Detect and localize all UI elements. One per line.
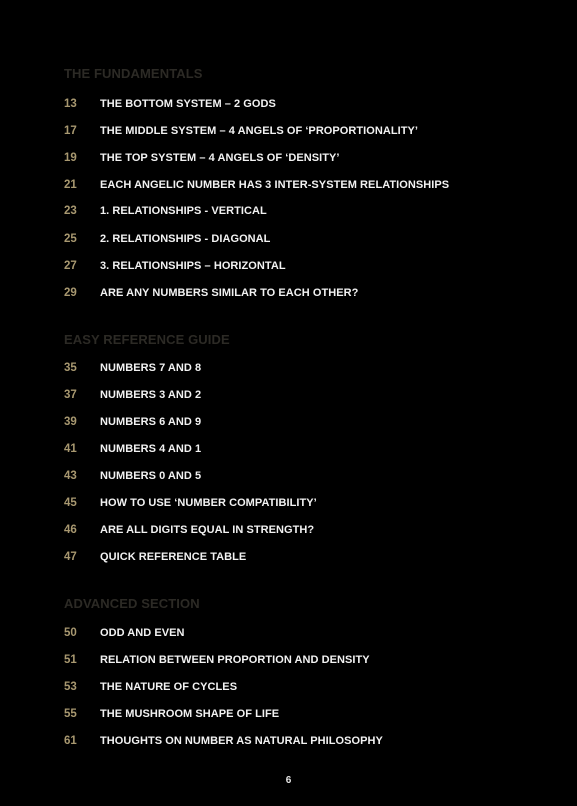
toc-entry-title: NUMBERS 4 AND 1 [100,443,202,455]
section-heading-easy-reference: EASY REFERENCE GUIDE [64,332,230,347]
toc-entry-title: THE MUSHROOM SHAPE OF LIFE [100,708,280,720]
toc-entry-title: HOW TO USE ‘NUMBER COMPATIBILITY’ [100,497,317,509]
toc-entry-page-number: 23 [64,205,77,217]
toc-entry-title: EACH ANGELIC NUMBER HAS 3 INTER-SYSTEM RELATIONSHIPS [100,179,450,191]
toc-entry-page-number: 61 [64,735,77,747]
toc-entry[interactable] [64,468,201,484]
toc-entry-page-number: 51 [64,654,77,666]
toc-entry-page-number: 41 [64,443,77,455]
toc-entry-title: NUMBERS 6 AND 9 [100,416,202,428]
toc-entry[interactable] [64,203,267,219]
toc-entry-title: THE NATURE OF CYCLES [100,681,238,693]
toc-entry[interactable] [64,177,449,193]
toc-entry-title: QUICK REFERENCE TABLE [100,551,247,563]
toc-entry-page-number: 13 [64,98,77,110]
toc-entry[interactable] [64,231,270,247]
toc-entry-page-number: 39 [64,416,77,428]
toc-entry-title: RELATION BETWEEN PROPORTION AND DENSITY [100,654,370,666]
toc-entry-page-number: 43 [64,470,77,482]
toc-entry[interactable] [64,96,276,112]
toc-entry[interactable] [64,150,339,166]
toc-entry-page-number: 47 [64,551,77,563]
toc-entry-page-number: 50 [64,627,77,639]
toc-entry-page-number: 46 [64,524,77,536]
toc-entry-page-number: 25 [64,233,77,245]
toc-entry-title: 3. RELATIONSHIPS – HORIZONTAL [100,260,286,272]
toc-entry[interactable] [64,733,383,749]
toc-entry[interactable] [64,258,286,274]
toc-entry-page-number: 53 [64,681,77,693]
section-heading-fundamentals: THE FUNDAMENTALS [64,66,203,81]
toc-entry-title: 2. RELATIONSHIPS - DIAGONAL [100,233,271,245]
toc-entry[interactable] [64,625,185,641]
toc-entry-page-number: 29 [64,287,77,299]
toc-entry-title: NUMBERS 0 AND 5 [100,470,202,482]
page-number: 6 [285,775,292,786]
toc-entry[interactable] [64,495,317,511]
toc-entry-page-number: 35 [64,362,77,374]
toc-entry-page-number: 27 [64,260,77,272]
toc-entry[interactable] [64,387,201,403]
toc-entry-page-number: 37 [64,389,77,401]
toc-entry[interactable] [64,522,314,538]
toc-entry[interactable] [64,285,358,301]
toc-entry-title: NUMBERS 3 AND 2 [100,389,202,401]
toc-entry[interactable] [64,441,201,457]
toc-entry[interactable] [64,360,201,376]
toc-entry-title: THE BOTTOM SYSTEM – 2 GODS [100,98,276,110]
toc-entry-page-number: 45 [64,497,77,509]
toc-entry-title: ARE ALL DIGITS EQUAL IN STRENGTH? [100,524,315,536]
toc-entry-page-number: 21 [64,179,77,191]
toc-entry[interactable] [64,123,418,139]
toc-entry-page-number: 55 [64,708,77,720]
toc-entry-title: THE TOP SYSTEM – 4 ANGELS OF ‘DENSITY’ [100,152,340,164]
toc-entry-title: ODD AND EVEN [100,627,185,639]
toc-entry[interactable] [64,549,246,565]
section-heading-advanced: ADVANCED SECTION [64,596,200,611]
toc-entry-page-number: 17 [64,125,77,137]
toc-entry-title: THE MIDDLE SYSTEM – 4 ANGELS OF ‘PROPORTIONALITY’ [100,125,419,137]
toc-entry-title: THOUGHTS ON NUMBER AS NATURAL PHILOSOPHY [100,735,383,747]
toc-entry[interactable] [64,706,279,722]
toc-entry-title: NUMBERS 7 AND 8 [100,362,202,374]
toc-entry[interactable] [64,414,201,430]
toc-entry-title: ARE ANY NUMBERS SIMILAR TO EACH OTHER? [100,287,359,299]
toc-entry[interactable] [64,652,370,668]
toc-entry[interactable] [64,679,237,695]
toc-entry-page-number: 19 [64,152,77,164]
toc-entry-title: 1. RELATIONSHIPS - VERTICAL [100,205,267,217]
